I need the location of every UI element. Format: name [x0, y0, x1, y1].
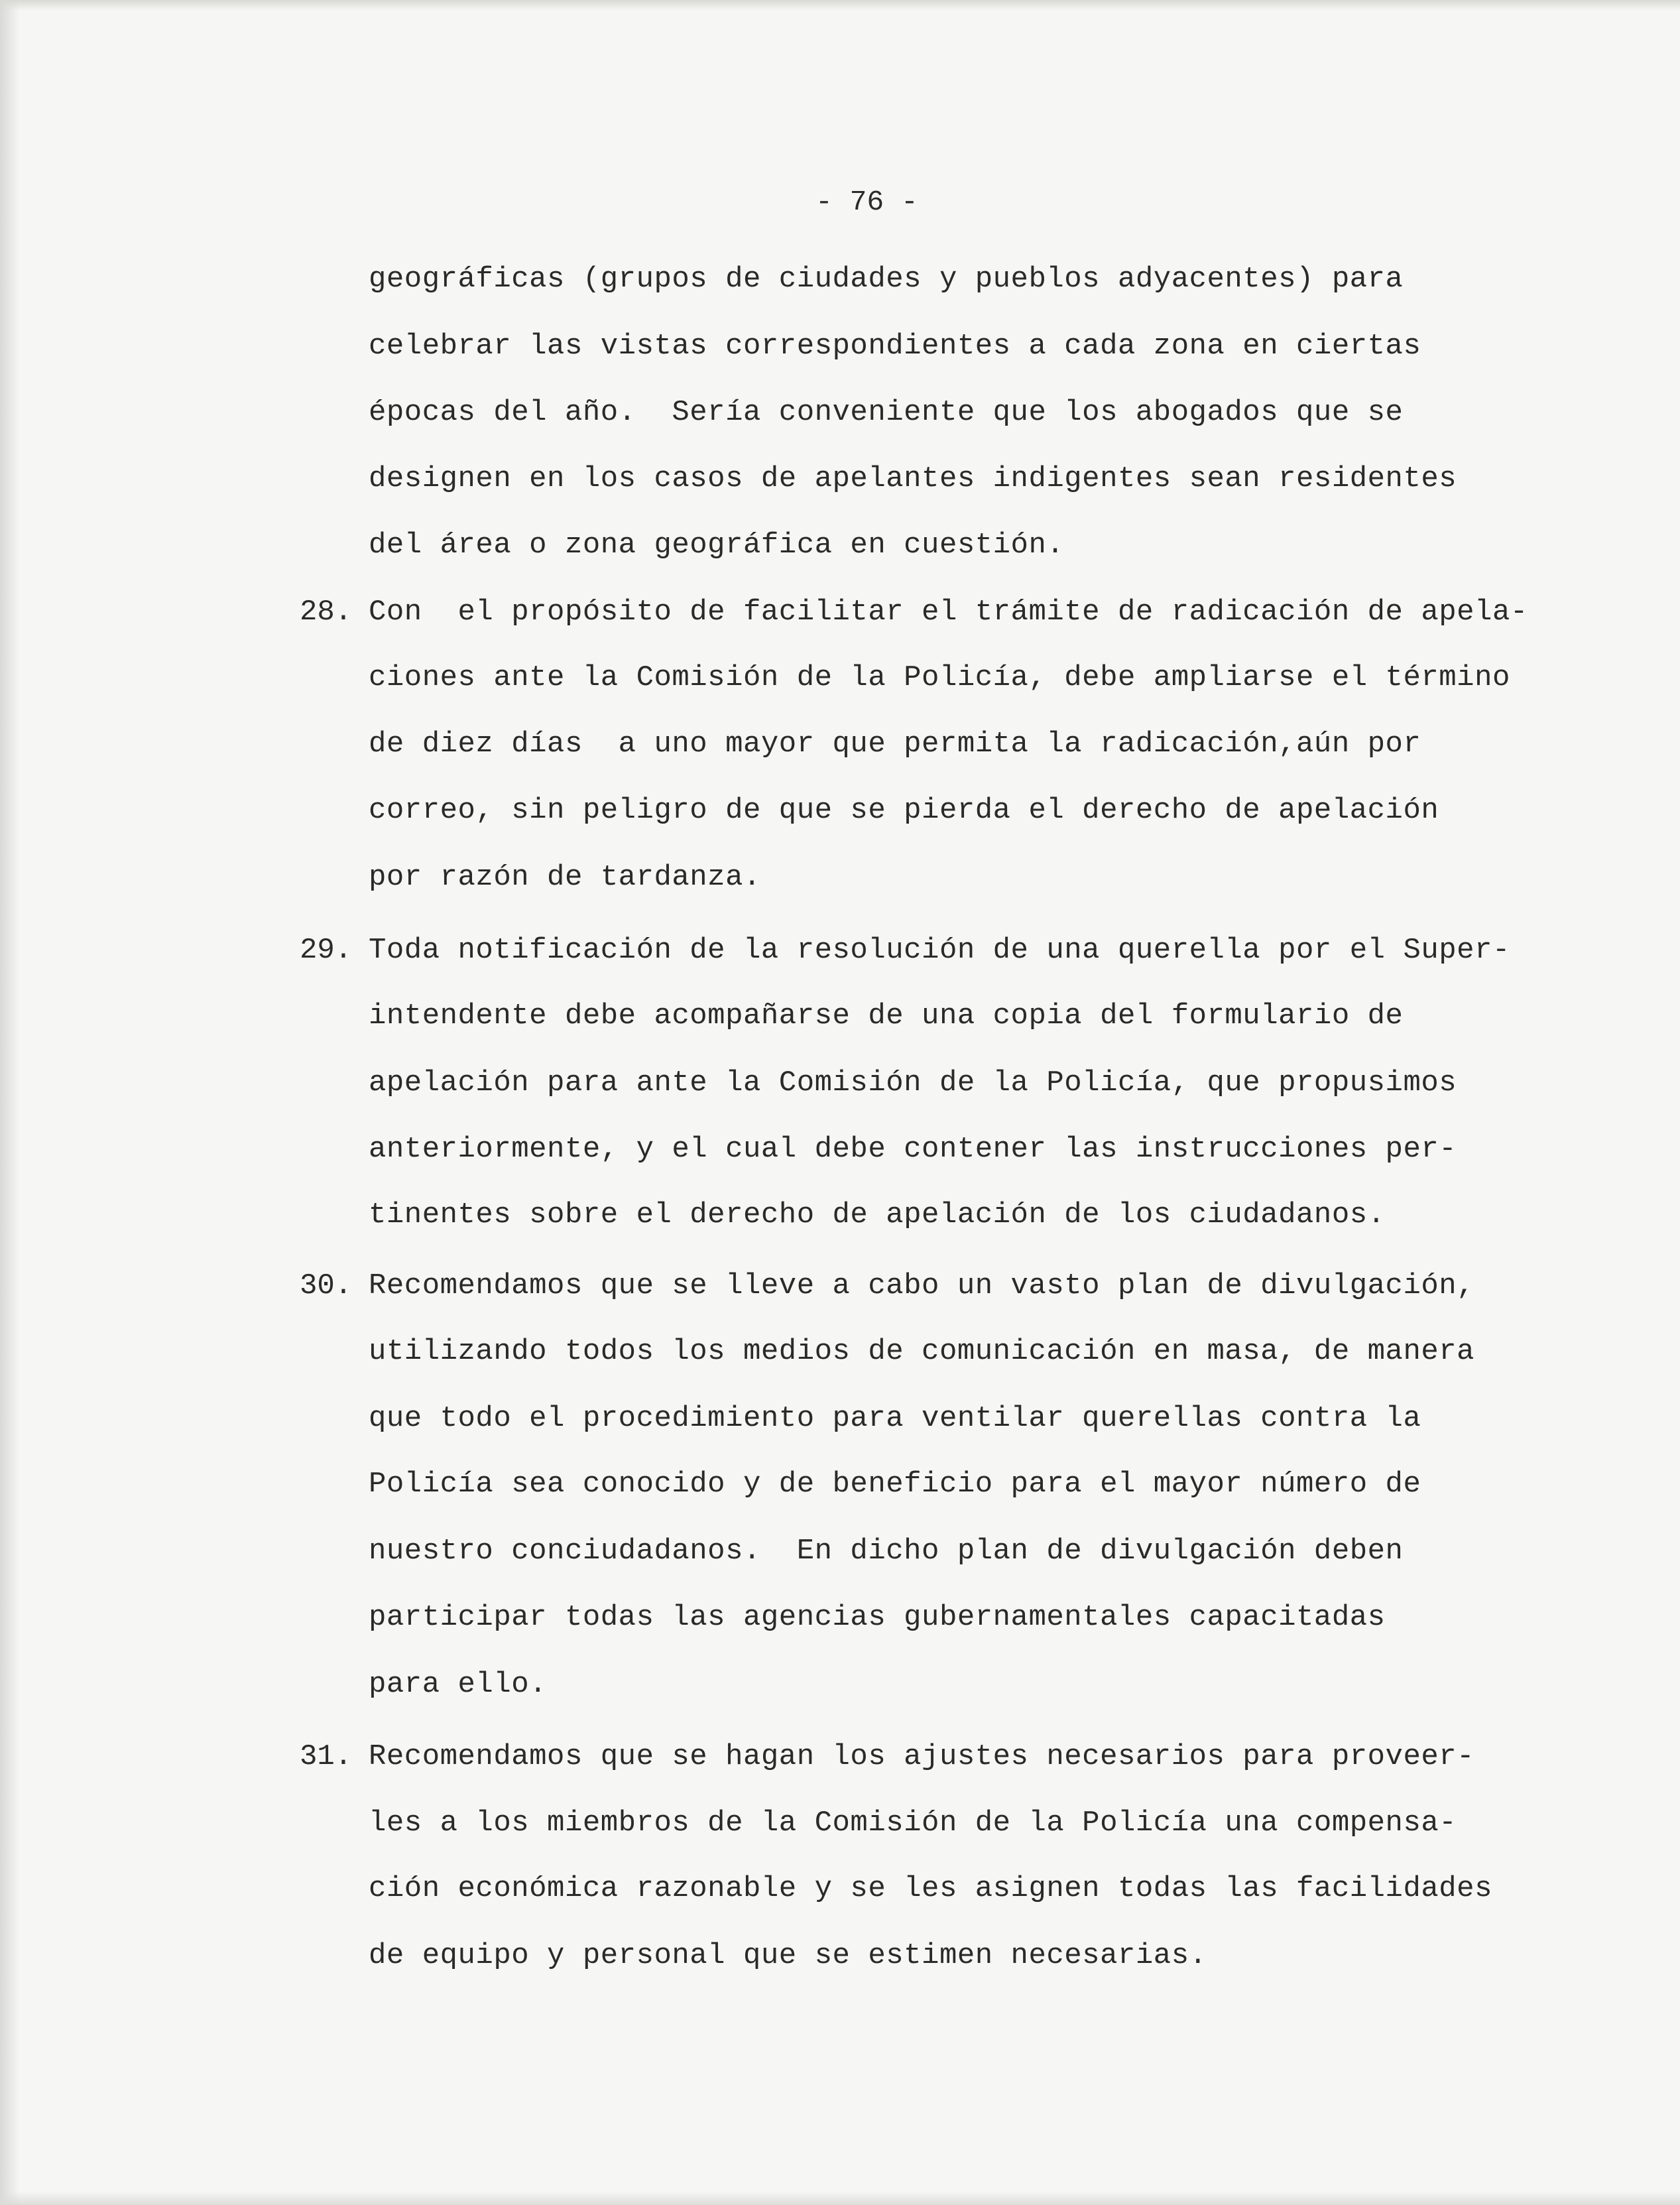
item-line: correo, sin peligro de que se pierda el derecho de apelación	[369, 794, 1439, 827]
intro-line: celebrar las vistas correspondientes a cada zona en ciertas	[369, 330, 1421, 363]
item-line: tinentes sobre el derecho de apelación de los ciudadanos.	[369, 1198, 1386, 1231]
item-line: Con el propósito de facilitar el trámite de radicación de apela-	[369, 596, 1528, 629]
item-line: les a los miembros de la Comisión de la Policía una compensa-	[369, 1806, 1457, 1840]
item-line: intendente debe acompañarse de una copia del formulario de	[369, 999, 1404, 1033]
item-number: 29.	[300, 934, 353, 967]
intro-line: épocas del año. Sería conveniente que los abogados que se	[369, 396, 1404, 429]
intro-line: geográficas (grupos de ciudades y pueblos adyacentes) para	[369, 263, 1404, 296]
item-line: por razón de tardanza.	[369, 861, 761, 894]
item-line: Policía sea conocido y de beneficio para el mayor número de	[369, 1468, 1421, 1501]
page-edge-left	[0, 0, 20, 2205]
item-line: utilizando todos los medios de comunicación en masa, de manera	[369, 1335, 1475, 1368]
item-line: anteriormente, y el cual debe contener las instrucciones per-	[369, 1133, 1457, 1166]
item-line: ción económica razonable y se les asignen todas las facilidades	[369, 1872, 1492, 1905]
item-number: 30.	[300, 1269, 353, 1302]
item-number: 28.	[300, 596, 353, 629]
item-line: para ello.	[369, 1668, 548, 1701]
intro-line: del área o zona geográfica en cuestión.	[369, 529, 1065, 562]
item-line: apelación para ante la Comisión de la Policía, que propusimos	[369, 1066, 1457, 1100]
item-line: Recomendamos que se hagan los ajustes necesarios para proveer-	[369, 1740, 1475, 1773]
item-line: participar todas las agencias gubernamentales capacitadas	[369, 1601, 1386, 1634]
item-line: de diez días a uno mayor que permita la radicación,aún por	[369, 727, 1421, 761]
item-line: Recomendamos que se lleve a cabo un vasto plan de divulgación,	[369, 1269, 1475, 1302]
item-line: nuestro conciudadanos. En dicho plan de divulgación deben	[369, 1535, 1404, 1568]
item-line: que todo el procedimiento para ventilar querellas contra la	[369, 1402, 1421, 1435]
item-line: Toda notificación de la resolución de una querella por el Super-	[369, 934, 1510, 967]
page-edge-top	[0, 0, 1680, 11]
page-edge-bottom	[0, 2192, 1680, 2205]
item-line: ciones ante la Comisión de la Policía, debe ampliarse el término	[369, 661, 1510, 694]
intro-line: designen en los casos de apelantes indigentes sean residentes	[369, 462, 1457, 495]
item-number: 31.	[300, 1740, 353, 1773]
item-line: de equipo y personal que se estimen necesarias.	[369, 1939, 1207, 1972]
page-number: - 76 -	[815, 186, 918, 218]
